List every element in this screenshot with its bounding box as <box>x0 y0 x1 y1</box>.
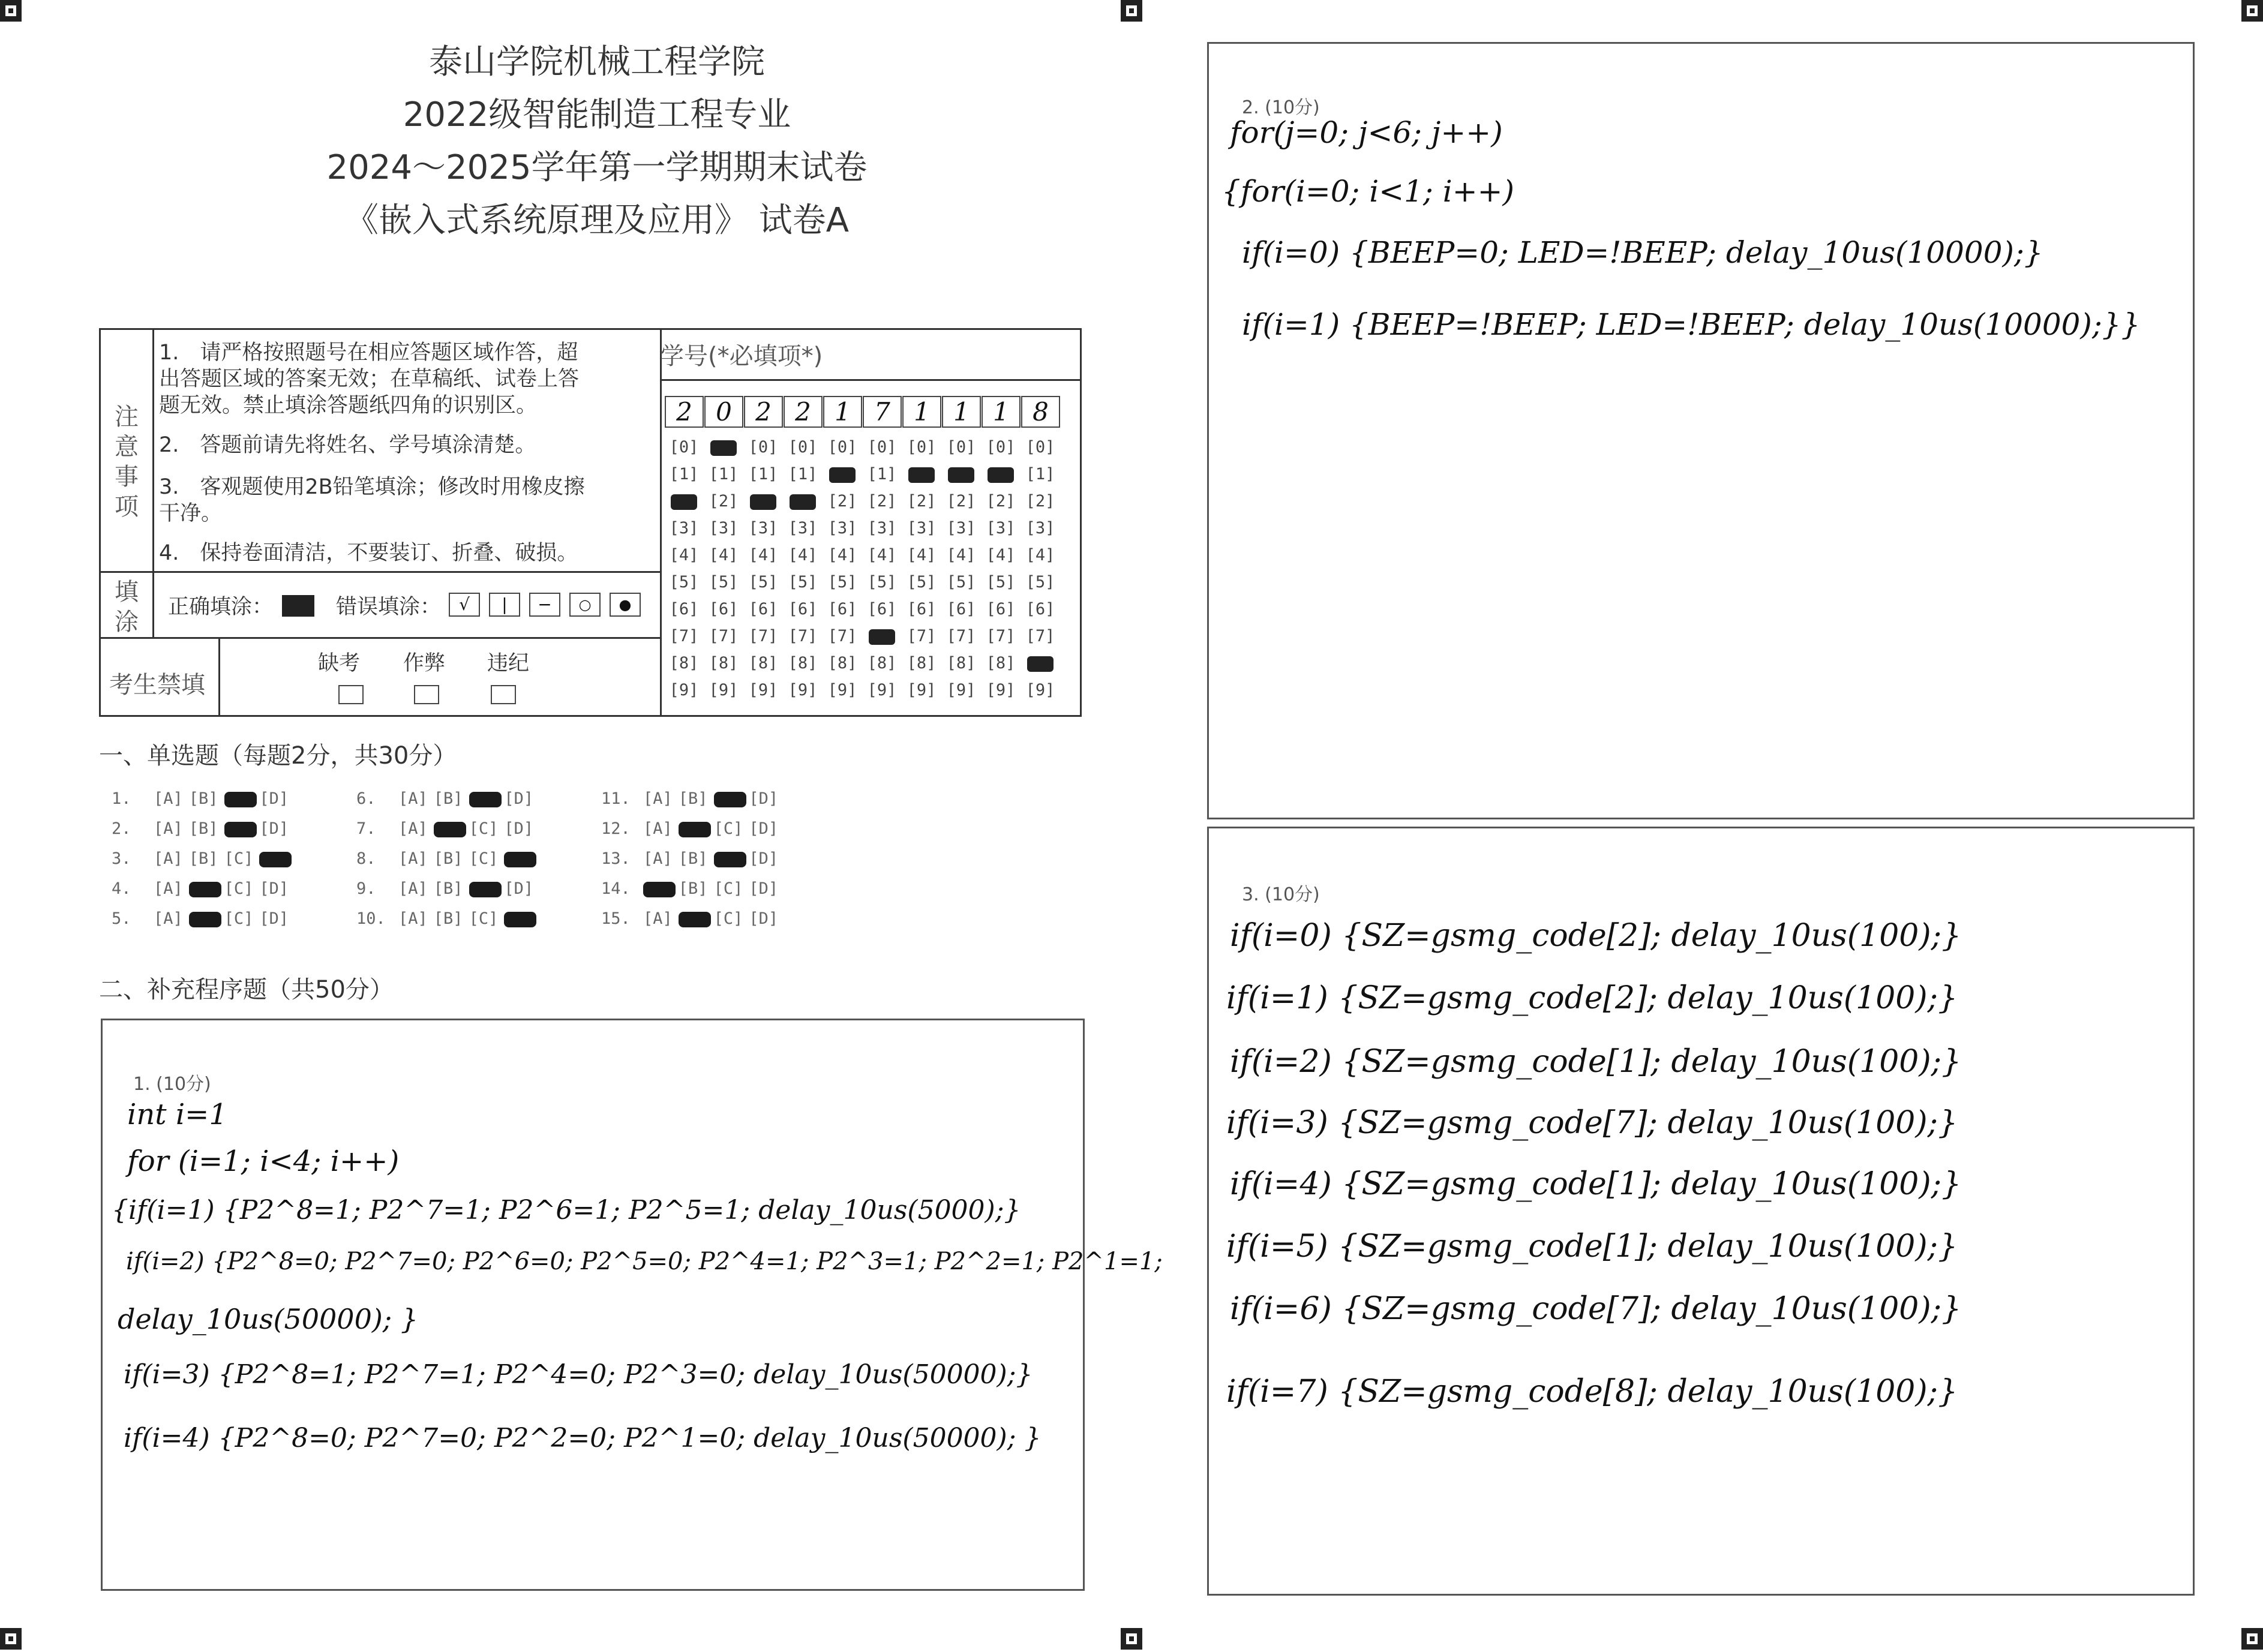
id-bubble[interactable]: [7] <box>986 627 1016 645</box>
id-bubble[interactable]: [5] <box>788 573 818 591</box>
wrong-fill-sample: ○ <box>569 593 601 617</box>
student-id-digit[interactable]: 2 <box>744 396 783 428</box>
id-bubble[interactable]: [0] <box>748 438 778 456</box>
mcq-number: 7. <box>356 819 376 838</box>
mcq-option-bubble[interactable]: [C] <box>713 819 743 838</box>
mcq-option-bubble[interactable]: [D] <box>749 819 779 838</box>
id-bubble[interactable]: [8] <box>867 654 897 672</box>
registration-mark-bottom-right <box>2241 1628 2263 1650</box>
mcq-option-bubble[interactable] <box>714 789 743 808</box>
fill-rule-label: 填涂 <box>115 578 139 636</box>
q3-line: if(i=2) {SZ=gsmg_code[1]; delay_10us(100);} <box>1230 1044 1962 1080</box>
id-bubble[interactable]: [7] <box>788 627 818 645</box>
id-bubble[interactable]: [5] <box>907 573 937 591</box>
id-bubble[interactable]: [3] <box>669 519 699 537</box>
id-bubble[interactable]: [9] <box>907 681 937 699</box>
table-divider <box>218 637 220 717</box>
correct-fill-label: 正确填涂： <box>168 595 274 619</box>
wrong-fill-sample: ● <box>610 593 641 617</box>
id-bubble[interactable]: [5] <box>867 573 897 591</box>
id-bubble[interactable]: [6] <box>946 600 976 618</box>
mcq-number: 8. <box>356 849 376 868</box>
id-bubble[interactable]: [4] <box>669 546 699 564</box>
student-id-digit[interactable]: 1 <box>942 396 981 428</box>
notice-line: 干净。 <box>159 501 223 525</box>
mcq-option-bubble[interactable] <box>224 789 254 808</box>
q2-line: {for(i=0; i<1; i++) <box>1221 174 1514 209</box>
id-bubble[interactable]: [3] <box>709 519 739 537</box>
mcq-number: 1. <box>112 789 131 808</box>
mcq-option-bubble[interactable]: [A] <box>643 819 673 838</box>
mcq-option-bubble[interactable]: [D] <box>259 819 289 838</box>
mcq-option-bubble[interactable] <box>504 849 533 868</box>
mcq-option-bubble[interactable] <box>469 789 499 808</box>
correct-fill-sample <box>282 595 314 617</box>
registration-mark-top-right <box>2241 0 2263 22</box>
id-bubble[interactable] <box>785 492 821 510</box>
student-id-digit[interactable]: 7 <box>863 396 902 428</box>
id-bubble[interactable]: [6] <box>867 600 897 618</box>
id-bubble[interactable]: [4] <box>827 546 857 564</box>
wrong-fill-label: 错误填涂： <box>336 595 442 619</box>
id-bubble[interactable]: [3] <box>788 519 818 537</box>
mcq-option-bubble[interactable]: [D] <box>504 879 534 898</box>
mcq-option-bubble[interactable]: [A] <box>154 789 183 808</box>
q3-line: if(i=5) {SZ=gsmg_code[1]; delay_10us(100);} <box>1226 1229 1958 1264</box>
id-bubble[interactable]: [9] <box>1025 681 1055 699</box>
mcq-question <box>601 909 784 928</box>
mcq-option-bubble[interactable]: [B] <box>433 789 463 808</box>
q2-line: for(j=0; j<6; j++) <box>1230 115 1503 150</box>
id-bubble[interactable]: [7] <box>827 627 857 645</box>
mcq-option-bubble[interactable]: [D] <box>749 789 779 808</box>
id-bubble[interactable]: [9] <box>788 681 818 699</box>
id-bubble[interactable]: [9] <box>946 681 976 699</box>
id-bubble[interactable]: [4] <box>946 546 976 564</box>
id-bubble[interactable]: [8] <box>827 654 857 672</box>
id-bubble[interactable]: [1] <box>867 465 897 483</box>
mcq-option-bubble[interactable]: [B] <box>188 789 218 808</box>
id-bubble[interactable]: [0] <box>986 438 1016 456</box>
student-id-digit[interactable]: 1 <box>823 396 862 428</box>
registration-mark-top-center <box>1121 0 1142 22</box>
mcq-option-bubble[interactable]: [A] <box>643 789 673 808</box>
cheating-checkbox[interactable] <box>414 685 439 704</box>
id-bubble[interactable]: [8] <box>748 654 778 672</box>
id-bubble[interactable]: [6] <box>1025 600 1055 618</box>
id-bubble[interactable]: [2] <box>986 492 1016 510</box>
mcq-question <box>601 789 784 808</box>
q3-label: 3. (10分) <box>1242 884 1320 905</box>
id-bubble[interactable]: [0] <box>669 438 699 456</box>
q1-line: int i=1 <box>127 1098 227 1131</box>
mcq-option-bubble[interactable]: [A] <box>154 909 183 928</box>
id-bubble[interactable]: [8] <box>788 654 818 672</box>
q3-line: if(i=4) {SZ=gsmg_code[1]; delay_10us(100);} <box>1230 1166 1962 1202</box>
id-bubble[interactable]: [8] <box>946 654 976 672</box>
mcq-number: 4. <box>112 879 131 898</box>
id-bubble[interactable] <box>904 465 940 483</box>
student-id-title: 学号(*必填项*) <box>660 343 823 370</box>
id-bubble[interactable]: [5] <box>709 573 739 591</box>
student-id-digit[interactable]: 0 <box>704 396 743 428</box>
table-divider <box>101 637 660 639</box>
mcq-question <box>356 849 539 868</box>
cheating-label: 作弊 <box>403 651 446 675</box>
mcq-option-bubble[interactable] <box>189 879 218 898</box>
mcq-option-bubble[interactable]: [D] <box>749 909 779 928</box>
id-bubble[interactable] <box>706 438 742 456</box>
section2-title: 二、补充程序题（共50分） <box>99 976 394 1004</box>
q2-label: 2. (10分) <box>1242 97 1320 118</box>
id-bubble[interactable] <box>824 465 860 483</box>
id-bubble[interactable]: [3] <box>946 519 976 537</box>
student-id-digit[interactable]: 8 <box>1021 396 1060 428</box>
id-bubble[interactable]: [6] <box>827 600 857 618</box>
id-bubble[interactable]: [6] <box>669 600 699 618</box>
mcq-option-bubble[interactable] <box>469 879 499 898</box>
id-bubble[interactable] <box>943 465 979 483</box>
mcq-number: 12. <box>601 819 631 838</box>
mcq-option-bubble[interactable]: [B] <box>188 849 218 868</box>
q1-line: delay_10us(50000); } <box>118 1303 419 1335</box>
notice-line: 2. 答题前请先将姓名、学号填涂清楚。 <box>159 433 536 457</box>
q2-line: if(i=0) {BEEP=0; LED=!BEEP; delay_10us(10000);} <box>1242 235 2043 270</box>
id-bubble[interactable]: [7] <box>709 627 739 645</box>
mcq-question <box>601 819 784 838</box>
notice-line: 4. 保持卷面清洁，不要装订、折叠、破损。 <box>159 541 578 565</box>
violation-checkbox[interactable] <box>491 685 516 704</box>
id-bubble[interactable]: [8] <box>907 654 937 672</box>
mcq-option-bubble[interactable] <box>259 849 289 868</box>
student-id-digit[interactable]: 1 <box>902 396 941 428</box>
id-bubble[interactable]: [6] <box>748 600 778 618</box>
id-bubble[interactable]: [8] <box>709 654 739 672</box>
mcq-option-bubble[interactable]: [D] <box>504 789 534 808</box>
q1-line: if(i=3) {P2^8=1; P2^7=1; P2^4=0; P2^3=0; delay_10us(50000);} <box>124 1359 1033 1390</box>
mcq-option-bubble[interactable]: [D] <box>259 879 289 898</box>
mcq-option-bubble[interactable]: [D] <box>749 879 779 898</box>
q1-line: if(i=2) {P2^8=0; P2^7=0; P2^6=0; P2^5=0; P2^4=1; P2^3=1; P2^2=1; P2^1=1; <box>126 1248 1163 1275</box>
mcq-question <box>112 879 295 898</box>
q3-line: if(i=6) {SZ=gsmg_code[7]; delay_10us(100);} <box>1230 1291 1962 1327</box>
mcq-number: 2. <box>112 819 131 838</box>
id-bubble[interactable]: [7] <box>748 627 778 645</box>
id-bubble[interactable]: [3] <box>907 519 937 537</box>
id-bubble[interactable]: [1] <box>748 465 778 483</box>
mcq-option-bubble[interactable]: [D] <box>259 909 289 928</box>
mcq-option-bubble[interactable] <box>714 849 743 868</box>
id-bubble[interactable]: [1] <box>669 465 699 483</box>
mcq-option-bubble[interactable]: [A] <box>398 879 428 898</box>
table-divider <box>152 330 154 637</box>
id-bubble[interactable]: [2] <box>709 492 739 510</box>
mcq-option-bubble[interactable] <box>224 819 254 838</box>
id-bubble[interactable]: [6] <box>788 600 818 618</box>
id-bubble[interactable]: [1] <box>788 465 818 483</box>
notice-line: 1. 请严格按照题号在相应答题区域作答，超 <box>159 341 578 365</box>
q1-line: for (i=1; i<4; i++) <box>127 1145 400 1178</box>
mcq-option-bubble[interactable] <box>643 879 673 898</box>
id-bubble[interactable] <box>745 492 781 510</box>
mcq-option-bubble[interactable]: [B] <box>188 819 218 838</box>
college-title: 泰山学院机械工程学院 <box>429 43 765 82</box>
registration-mark-bottom-left <box>0 1628 22 1650</box>
id-bubble[interactable]: [9] <box>986 681 1016 699</box>
id-bubble[interactable]: [3] <box>867 519 897 537</box>
mcq-option-bubble[interactable]: [D] <box>504 819 534 838</box>
id-bubble[interactable]: [3] <box>827 519 857 537</box>
student-id-digit[interactable]: 1 <box>982 396 1021 428</box>
mcq-question <box>112 819 295 838</box>
mcq-option-bubble[interactable]: [B] <box>678 789 708 808</box>
mcq-option-bubble[interactable]: [A] <box>643 909 673 928</box>
mcq-question <box>601 879 784 898</box>
mcq-question <box>356 909 539 928</box>
id-bubble[interactable]: [6] <box>709 600 739 618</box>
mcq-option-bubble[interactable]: [C] <box>713 909 743 928</box>
id-bubble[interactable] <box>983 465 1019 483</box>
id-bubble[interactable]: [1] <box>709 465 739 483</box>
id-bubble[interactable]: [2] <box>907 492 937 510</box>
id-bubble[interactable]: [5] <box>748 573 778 591</box>
id-bubble[interactable]: [6] <box>907 600 937 618</box>
mcq-number: 11. <box>601 789 631 808</box>
mcq-option-bubble[interactable]: [C] <box>713 879 743 898</box>
mcq-option-bubble[interactable]: [B] <box>433 849 463 868</box>
mcq-number: 9. <box>356 879 376 898</box>
mcq-option-bubble[interactable] <box>189 909 218 928</box>
wrong-fill-sample: √ <box>449 593 480 617</box>
id-bubble[interactable]: [0] <box>788 438 818 456</box>
mcq-question <box>112 789 295 808</box>
id-bubble[interactable]: [2] <box>946 492 976 510</box>
id-bubble[interactable]: [5] <box>1025 573 1055 591</box>
notice-label: 注意事项 <box>115 403 139 521</box>
notice-line: 3. 客观题使用2B铅笔填涂；修改时用橡皮擦 <box>159 475 585 499</box>
mcq-option-bubble[interactable]: [A] <box>398 819 428 838</box>
id-bubble[interactable]: [4] <box>709 546 739 564</box>
id-bubble[interactable]: [2] <box>1025 492 1055 510</box>
id-bubble[interactable]: [4] <box>1025 546 1055 564</box>
id-bubble[interactable]: [3] <box>1025 519 1055 537</box>
id-bubble[interactable] <box>864 627 900 645</box>
major-title: 2022级智能制造工程专业 <box>403 95 791 134</box>
mcq-number: 5. <box>112 909 131 928</box>
id-bubble[interactable]: [8] <box>986 654 1016 672</box>
q2-line: if(i=1) {BEEP=!BEEP; LED=!BEEP; delay_10us(10000);}} <box>1242 307 2141 342</box>
id-bubble[interactable] <box>1022 654 1058 672</box>
id-bubble[interactable]: [5] <box>669 573 699 591</box>
id-bubble[interactable]: [4] <box>788 546 818 564</box>
mcq-option-bubble[interactable]: [C] <box>224 879 254 898</box>
mcq-question <box>112 849 295 868</box>
q1-label: 1. (10分) <box>133 1074 211 1095</box>
mcq-number: 15. <box>601 909 631 928</box>
notice-line: 题无效。禁止填涂答题纸四角的识别区。 <box>159 394 538 417</box>
q3-line: if(i=0) {SZ=gsmg_code[2]; delay_10us(100);} <box>1230 918 1962 954</box>
mcq-number: 10. <box>356 909 386 928</box>
table-divider <box>660 379 1082 381</box>
mcq-option-bubble[interactable]: [D] <box>749 849 779 868</box>
id-bubble[interactable] <box>666 492 702 510</box>
registration-mark-bottom-center <box>1121 1628 1142 1650</box>
id-bubble[interactable]: [5] <box>986 573 1016 591</box>
id-bubble[interactable]: [9] <box>867 681 897 699</box>
mcq-option-bubble[interactable]: [C] <box>469 849 499 868</box>
mcq-option-bubble[interactable]: [D] <box>259 789 289 808</box>
mcq-question <box>356 879 539 898</box>
id-bubble[interactable]: [3] <box>986 519 1016 537</box>
mcq-option-bubble[interactable]: [C] <box>469 909 499 928</box>
mcq-number: 14. <box>601 879 631 898</box>
id-bubble[interactable]: [4] <box>867 546 897 564</box>
wrong-fill-sample: | <box>489 593 520 617</box>
q3-line: if(i=3) {SZ=gsmg_code[7]; delay_10us(100);} <box>1226 1105 1958 1141</box>
mcq-question <box>356 819 539 838</box>
id-bubble[interactable]: [4] <box>748 546 778 564</box>
mcq-option-bubble[interactable]: [A] <box>398 849 428 868</box>
id-bubble[interactable]: [9] <box>709 681 739 699</box>
absent-label: 缺考 <box>318 651 361 675</box>
term-title: 2024～2025学年第一学期期末试卷 <box>326 148 868 187</box>
q1-line: if(i=4) {P2^8=0; P2^7=0; P2^2=0; P2^1=0; delay_10us(50000); } <box>124 1423 1042 1453</box>
id-bubble[interactable]: [0] <box>946 438 976 456</box>
mcq-option-bubble[interactable]: [A] <box>398 789 428 808</box>
wrong-fill-sample: − <box>529 593 560 617</box>
id-bubble[interactable]: [9] <box>748 681 778 699</box>
id-bubble[interactable]: [3] <box>748 519 778 537</box>
id-bubble[interactable]: [7] <box>669 627 699 645</box>
student-id-digit[interactable]: 2 <box>665 396 704 428</box>
mcq-option-bubble[interactable]: [C] <box>469 819 499 838</box>
mcq-option-bubble[interactable]: [A] <box>154 819 183 838</box>
id-bubble[interactable]: [7] <box>946 627 976 645</box>
mcq-option-bubble[interactable]: [A] <box>643 849 673 868</box>
mcq-option-bubble[interactable]: [A] <box>154 849 183 868</box>
q3-line: if(i=7) {SZ=gsmg_code[8]; delay_10us(100);} <box>1226 1374 1958 1410</box>
id-bubble[interactable]: [7] <box>907 627 937 645</box>
id-bubble[interactable]: [1] <box>1025 465 1055 483</box>
id-bubble[interactable]: [0] <box>867 438 897 456</box>
mcq-question <box>112 909 295 928</box>
q3-line: if(i=1) {SZ=gsmg_code[2]; delay_10us(100);} <box>1226 980 1958 1016</box>
q1-line: {if(i=1) {P2^8=1; P2^7=1; P2^6=1; P2^5=1; delay_10us(5000);} <box>112 1195 1021 1226</box>
mcq-option-bubble[interactable]: [B] <box>433 909 463 928</box>
id-bubble[interactable]: [5] <box>827 573 857 591</box>
mcq-number: 13. <box>601 849 631 868</box>
notice-line: 出答题区域的答案无效；在草稿纸、试卷上答 <box>159 367 580 391</box>
id-bubble[interactable]: [0] <box>1025 438 1055 456</box>
mcq-option-bubble[interactable]: [A] <box>398 909 428 928</box>
id-bubble[interactable]: [9] <box>827 681 857 699</box>
mcq-option-bubble[interactable]: [A] <box>154 879 183 898</box>
id-bubble[interactable]: [2] <box>827 492 857 510</box>
absent-checkbox[interactable] <box>338 685 364 704</box>
id-bubble[interactable]: [0] <box>827 438 857 456</box>
table-divider <box>101 571 660 573</box>
mcq-option-bubble[interactable] <box>679 909 708 928</box>
mcq-option-bubble[interactable] <box>679 819 708 838</box>
mcq-question <box>601 849 784 868</box>
id-bubble[interactable]: [2] <box>867 492 897 510</box>
table-divider <box>660 330 662 717</box>
mcq-option-bubble[interactable]: [C] <box>224 849 254 868</box>
id-bubble[interactable]: [7] <box>1025 627 1055 645</box>
answer-box-q2[interactable] <box>1207 42 2195 819</box>
mcq-option-bubble[interactable] <box>434 819 463 838</box>
mcq-option-bubble[interactable]: [C] <box>224 909 254 928</box>
id-bubble[interactable]: [8] <box>669 654 699 672</box>
id-bubble[interactable]: [6] <box>986 600 1016 618</box>
mcq-option-bubble[interactable]: [B] <box>678 879 708 898</box>
mcq-option-bubble[interactable] <box>504 909 533 928</box>
id-bubble[interactable]: [5] <box>946 573 976 591</box>
section1-title: 一、单选题（每题2分，共30分） <box>99 742 457 770</box>
mcq-option-bubble[interactable]: [B] <box>678 849 708 868</box>
registration-mark-top-left <box>0 0 22 22</box>
id-bubble[interactable]: [4] <box>986 546 1016 564</box>
course-title: 《嵌入式系统原理及应用》 试卷A <box>344 201 850 240</box>
violation-label: 违纪 <box>487 651 530 675</box>
student-id-digit[interactable]: 2 <box>784 396 823 428</box>
id-bubble[interactable]: [9] <box>669 681 699 699</box>
mcq-option-bubble[interactable]: [B] <box>433 879 463 898</box>
mcq-number: 6. <box>356 789 376 808</box>
id-bubble[interactable]: [4] <box>907 546 937 564</box>
exam-status-label: 考生禁填 <box>109 671 205 699</box>
mcq-number: 3. <box>112 849 131 868</box>
mcq-question <box>356 789 539 808</box>
id-bubble[interactable]: [0] <box>907 438 937 456</box>
